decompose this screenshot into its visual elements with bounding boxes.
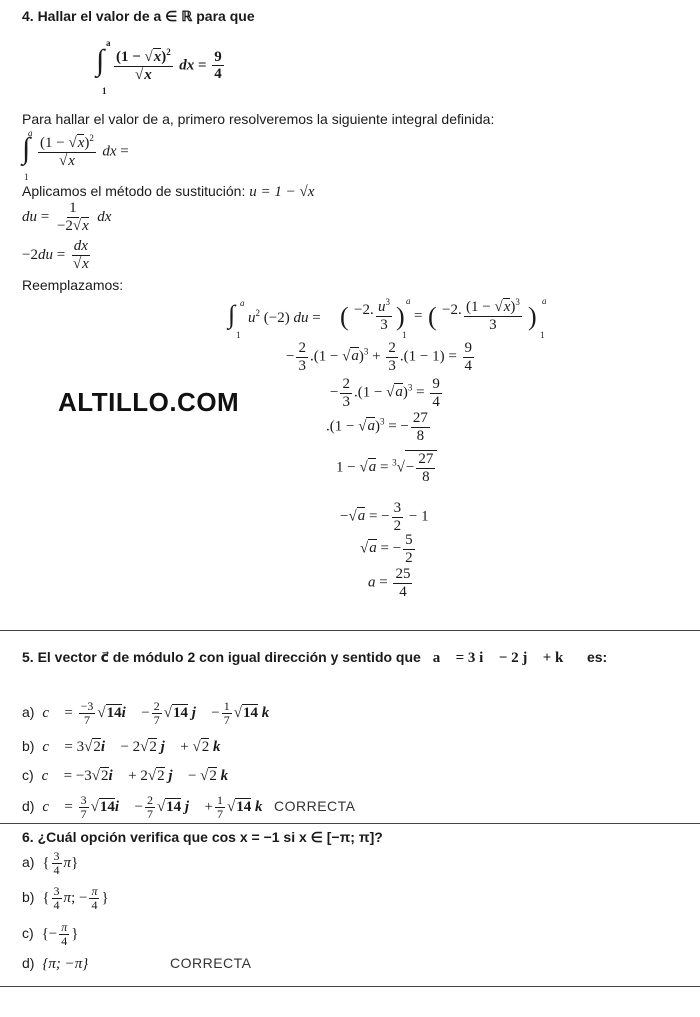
q4-title: 4. Hallar el valor de a ∈ ℝ para que xyxy=(22,8,255,24)
q4-step-3: − $\frac{2}{3}$ $.(1 - √a)^3$ = $\frac{9}{4}$ xyxy=(330,376,440,410)
q6-option-label: a) xyxy=(22,854,35,871)
q4-method-line xyxy=(22,183,314,201)
q5-option-label: b) xyxy=(22,738,35,754)
q4-substitution-step: ∫ a 1 $u^2$ (−2) du = ( −2. $\frac{u^3}{3}$ ) a 1 = ( −2. $\frac{(1 - √x)^3}{3}$ ) a 1 xyxy=(228,296,547,340)
q6-option-label: d) xyxy=(22,955,35,971)
q4-step-5: 1 − √a = $^3$√− $\frac{27}{8}$ xyxy=(336,450,437,485)
q4-main-integral: ∫ a 1 $\frac{(1 - √x)^2}{√x}$ dx = $\frac{9}{4}$ xyxy=(96,38,222,96)
q4-du-line: du = $\frac{1}{-2√x}$ dx xyxy=(22,200,112,234)
q6-option-c: c) {− $\frac{\pi}{4}$ } xyxy=(22,920,79,949)
q4-minus2du-line: −2du = $\frac{dx}{√x}$ xyxy=(22,238,89,272)
q5-title xyxy=(22,649,607,667)
q4-step-7: √a = − $\frac{5}{2}$ xyxy=(360,532,413,566)
q5-option-b: b) c⃗ = 3√2i⃗ − 2√2 j⃗ + √2 k⃗ xyxy=(22,738,233,755)
q5-title-prefix: 5. El vector c⃗ de módulo 2 con igual dirección y sentido que xyxy=(22,649,421,665)
q6-correct-label: CORRECTA xyxy=(170,955,252,971)
q5-option-label: c) xyxy=(22,767,34,783)
q5-correct-label: CORRECTA xyxy=(274,798,356,814)
q4-step-4: $.(1 - √a)^3$ = − $\frac{27}{8}$ xyxy=(326,410,428,444)
q4-reemplazamos: Reemplazamos: xyxy=(22,277,124,293)
q5-option-label: d) xyxy=(22,798,35,815)
q4-method-expr: u = 1 − √x xyxy=(249,184,315,200)
q4-step-8: a = $\frac{25}{4}$ xyxy=(368,566,411,600)
q5-option-a: a) c⃗ = $\frac{-3}{7}$ √14i⃗ − $\frac{2}{7}$ √14 j⃗ − $\frac{1}{7}$ √14 k⃗ xyxy=(22,699,281,728)
divider xyxy=(0,630,700,631)
q6-option-label: c) xyxy=(22,925,34,942)
q6-option-a: a) { $\frac{3}{4}$ π} xyxy=(22,849,79,878)
q4-paragraph: Para hallar el valor de a, primero resolveremos la siguiente integral definida: xyxy=(22,111,495,127)
q6-option-d-value: {π; −π} xyxy=(42,956,89,972)
q6-option-d xyxy=(22,955,88,973)
divider xyxy=(0,823,700,824)
q6-option-label: b) xyxy=(22,889,35,906)
q5-option-label: a) xyxy=(22,704,35,721)
q5-option-c: c) c⃗ = −3√2i⃗ + 2√2 j⃗ − √2 k⃗ xyxy=(22,767,240,784)
q5-title-expr: a⃗ = 3 i⃗ − 2 j⃗ + k⃗ xyxy=(432,650,576,666)
q6-title: 6. ¿Cuál opción verifica que cos x = −1 si x ∈ [−π; π]? xyxy=(22,829,383,845)
q5-option-d: d) c⃗ = $\frac{3}{7}$ √14i⃗ − $\frac{2}{7}$ √14 j⃗ + $\frac{1}{7}$ √14 k⃗ xyxy=(22,793,275,822)
q4-step-6: −√a = − $\frac{3}{2}$ − 1 xyxy=(340,500,429,534)
divider xyxy=(0,986,700,987)
q4-method-text: Aplicamos el método de sustitución: xyxy=(22,183,246,199)
q6-option-b: b) { $\frac{3}{4}$ π; − $\frac{\pi}{4}$ } xyxy=(22,884,109,913)
q4-step-2: − $\frac{2}{3}$ $.(1 - √a)^3$ + $\frac{2}{3}$ .(1 − 1) = $\frac{9}{4}$ xyxy=(286,340,473,374)
q5-title-suffix: es: xyxy=(586,649,608,665)
q4-integral-to-solve: ∫ a 1 $\frac{(1 - √x)^2}{√x}$ dx = xyxy=(22,128,129,182)
watermark-altillo: ALTILLO.COM xyxy=(58,387,240,417)
